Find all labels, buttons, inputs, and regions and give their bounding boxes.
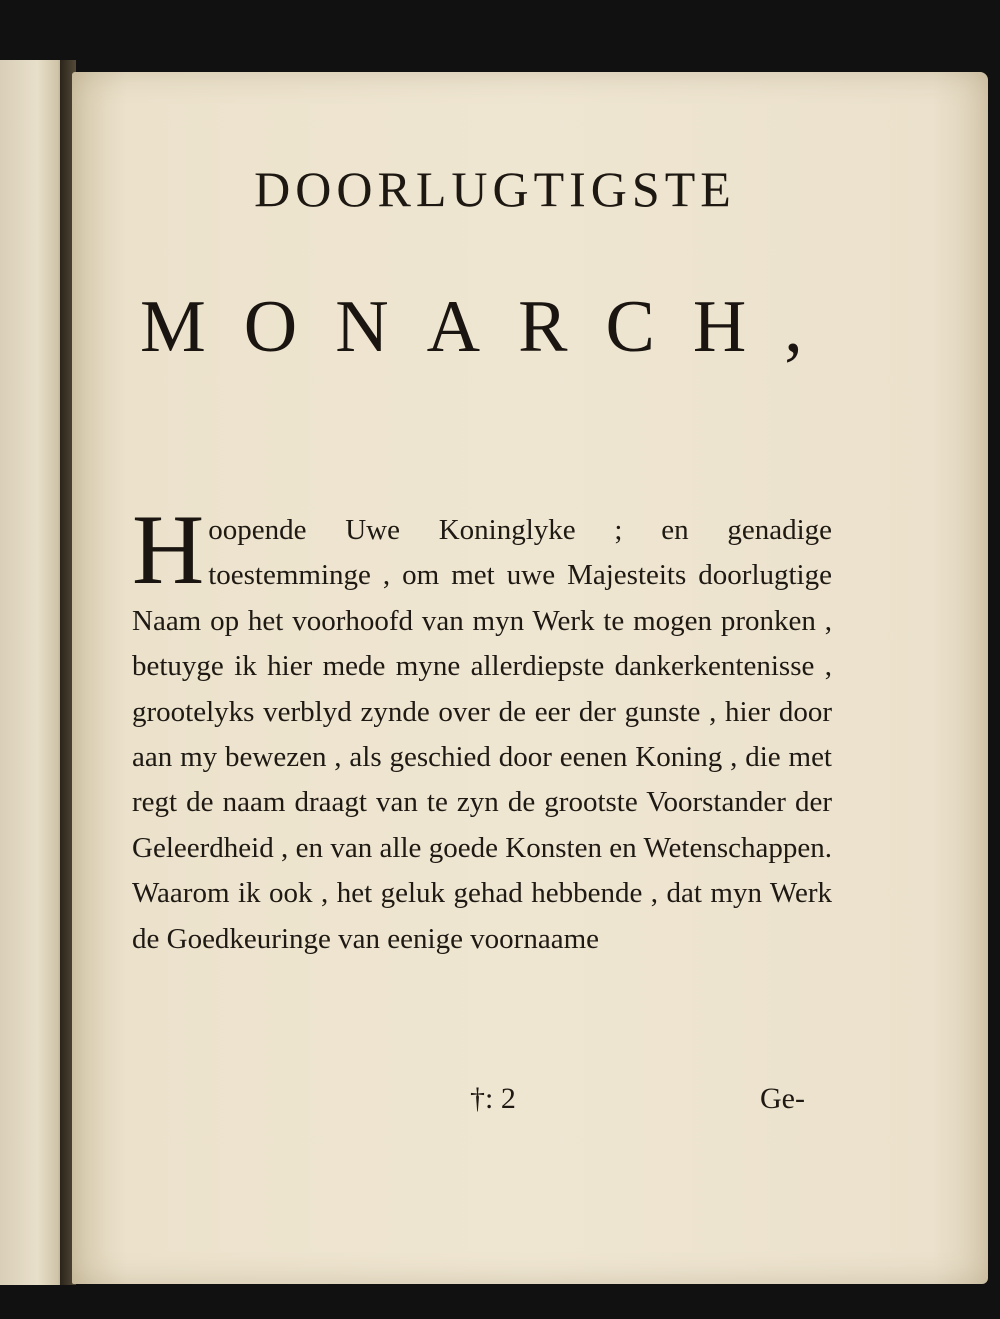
signature-mark: †: 2 bbox=[470, 1082, 516, 1115]
dedication-paragraph bbox=[132, 494, 832, 962]
left-page-edge bbox=[0, 60, 68, 1285]
heading-doorlugtigste: DOORLUGTIGSTE bbox=[254, 161, 736, 217]
heading-monarch: MONARCH, bbox=[140, 286, 841, 368]
dedication-text: oopende Uwe Koninglyke ; en genadige toestemminge , om met uwe Majesteits doorlugtige Naam op het voorhoofd van myn Werk te mogen pronken , betuyge ik hier mede myne allerdiepste dankerkentenisse , grootelyks verblyd zynde over de eer der gunste , hier door aan my bewezen , als geschied door eenen Koning , die met regt de naam draagt van te zyn de grootste Voorstander der Geleerdheid , en van alle goede Konsten en Wetenschappen. Waarom ik ook , het geluk gehad hebbende , dat myn Werk de Goedkeuringe van eenige voornaame bbox=[132, 514, 832, 955]
catchword: Ge- bbox=[760, 1082, 805, 1115]
drop-cap: H bbox=[132, 494, 205, 605]
